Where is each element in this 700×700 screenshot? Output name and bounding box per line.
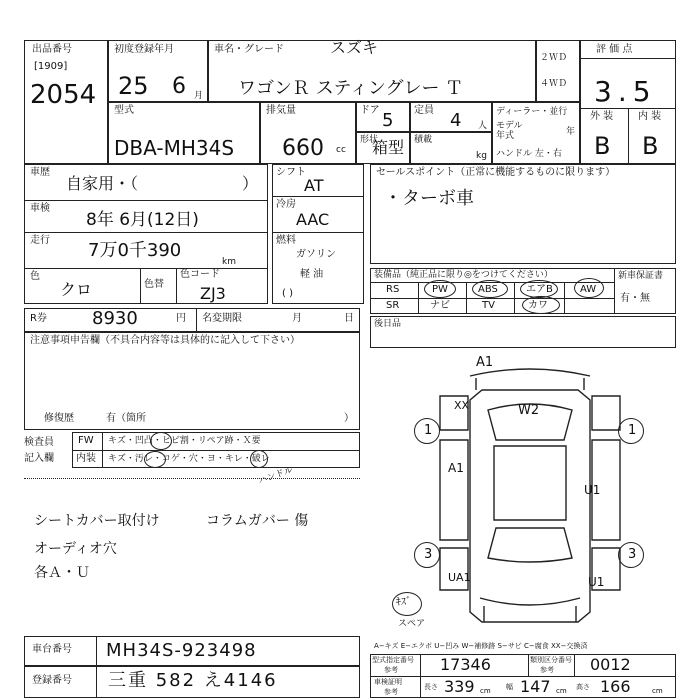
ac-label: 冷房 — [276, 199, 296, 210]
equip-rs: RS — [386, 284, 400, 295]
exterior-label: 外 装 — [590, 111, 614, 122]
chassis-label: 車台番号 — [32, 644, 72, 655]
equip-aw: AW — [580, 284, 597, 295]
mark-spare-note: ｷｽﾞ — [396, 597, 411, 608]
chassis-value: MH34S-923498 — [106, 640, 257, 661]
mark-wheel-fl: 1 — [424, 423, 433, 438]
warranty-value: 有・無 — [620, 293, 650, 304]
first-reg-month: 6 — [172, 74, 186, 99]
interior-grade: B — [642, 132, 659, 160]
mark-xx: XX — [454, 399, 470, 412]
mileage-unit: km — [222, 257, 236, 267]
registration-label: 登録番号 — [32, 675, 72, 686]
interior-items: キズ・汚レ・コゲ・穴・ヨ・キレ・破レ — [108, 454, 270, 464]
car-name-label: 車名・グレード — [214, 44, 284, 55]
color-code-value: ZJ3 — [200, 284, 226, 303]
fuel-value-1: ガソリン — [296, 249, 336, 260]
name-change-day: 日 — [344, 313, 354, 324]
displacement-label: 排気量 — [266, 105, 296, 116]
mileage-value: 7万0千390 — [88, 240, 182, 261]
mark-wheel-fr: 1 — [628, 423, 637, 438]
color-value: クロ — [60, 280, 93, 299]
handle-note: ハンドル — [257, 465, 295, 487]
interior-row-label: 内装 — [76, 453, 96, 464]
comment-3: オーディオ穴 — [34, 541, 117, 557]
equip-leather: カワ — [528, 300, 548, 311]
fuel-paren: ( ) — [282, 288, 293, 299]
inspection-label: 車検 — [30, 203, 50, 214]
exterior-grade: B — [594, 132, 611, 160]
repair-value: 有（箇所 — [106, 413, 146, 424]
capacity-label: 定員 — [414, 105, 434, 116]
width-label: 幅 — [506, 683, 513, 691]
registration-value: 三重 582 え4146 — [108, 670, 278, 691]
inspector-label-1: 検査員 — [24, 437, 54, 448]
category-label: 類別区分番号 — [530, 656, 572, 664]
mark-right-u1: U1 — [584, 483, 601, 497]
equip-tv: TV — [482, 300, 495, 311]
model-name: ワゴンＲ スティングレー Ｔ — [238, 78, 464, 99]
mark-top-a1: A1 — [476, 355, 494, 370]
name-change-label: 名変期限 — [202, 313, 242, 324]
capacity-unit: 人 — [478, 121, 488, 131]
recycle-unit: 円 — [176, 313, 186, 324]
damage-legend: A−キズ E−エクボ U−凹み W−補修跡 S−サビ C−腐食 XX−交換済 — [374, 642, 588, 650]
fuel-label: 燃料 — [276, 235, 296, 246]
shift-value: AT — [304, 176, 324, 195]
dims-sub: 参考 — [384, 688, 398, 696]
back-order-label: 後日品 — [374, 319, 402, 329]
comment-2: コラムガバー 傷 — [206, 513, 309, 529]
shape-label: 形状 — [360, 135, 379, 145]
dealer-label: ディーラー・並行 — [496, 107, 568, 117]
door-value: 5 — [382, 110, 394, 131]
height-label: 高さ — [576, 683, 590, 691]
repair-label: 修復歴 — [44, 413, 74, 424]
equip-abs: ABS — [478, 284, 498, 295]
mark-right-u1-lower: U1 — [588, 575, 605, 589]
displacement-value: 660 — [282, 136, 324, 161]
equip-navi: ナビ — [430, 300, 450, 311]
recycle-label: R券 — [30, 313, 47, 324]
category-sub: 参考 — [540, 666, 554, 674]
history-label: 車歴 — [30, 167, 50, 178]
shape-value: 箱型 — [372, 138, 405, 157]
inspection-value: 8年 6月(12日) — [86, 210, 199, 230]
model-year-unit: 年 — [566, 127, 576, 137]
first-reg-year: 25 — [118, 72, 149, 100]
designation-value: 17346 — [440, 655, 491, 674]
fw-items: キズ・凹凸・ヒビ割・リペア跡・Ｘ要 — [108, 436, 261, 446]
sales-point-label: セールスポイント（正常に機能するものに限ります） — [376, 167, 616, 178]
notes-label: 注意事項申告欄（不具合内容等は具体的に記入して下さい） — [30, 335, 300, 346]
recycle-value: 8930 — [92, 308, 138, 329]
capacity-value: 4 — [450, 110, 462, 131]
fuel-value-2: 軽 油 — [300, 269, 324, 280]
width-value: 147 — [520, 677, 551, 696]
inspector-label-2: 記入欄 — [24, 453, 54, 464]
lot-label: 出品番号 — [32, 44, 72, 55]
name-change-month: 月 — [292, 313, 302, 324]
sales-point-value: ・ターボ車 — [384, 188, 474, 209]
lot-number: 2054 — [30, 80, 97, 110]
designation-label: 型式指定番号 — [372, 656, 414, 664]
type-value: DBA-MH34S — [114, 136, 235, 160]
door-label: ドア — [360, 105, 380, 116]
handle-label: ハンドル 左・右 — [496, 149, 562, 159]
load-label: 積載 — [414, 135, 433, 145]
drive-2wd: ２ＷＤ — [540, 53, 568, 63]
comment-1: シートカバー取付け — [34, 513, 160, 529]
repair-close: ） — [344, 413, 354, 424]
height-unit: cm — [652, 687, 663, 695]
mileage-label: 走行 — [30, 235, 50, 246]
mark-w2: W2 — [518, 403, 540, 418]
spare-label: スペア — [398, 619, 426, 629]
equip-pw: PW — [432, 284, 448, 295]
type-label: 型式 — [114, 105, 134, 116]
history-paren-close: ） — [242, 174, 259, 193]
color-label: 色 — [30, 271, 40, 282]
drive-4wd: ４ＷＤ — [540, 79, 568, 89]
category-value: 0012 — [590, 655, 631, 674]
length-unit: cm — [480, 687, 491, 695]
equip-airbag: エアB — [526, 284, 553, 295]
mark-left-a1: A1 — [448, 461, 464, 475]
mark-wheel-rr: 3 — [628, 547, 637, 562]
model-year-label: モデル 年式 — [496, 121, 523, 141]
score-label: 評 価 点 — [596, 44, 633, 55]
width-unit: cm — [556, 687, 567, 695]
warranty-label: 新車保証書 — [618, 271, 664, 281]
lot-sub: [1909] — [34, 61, 68, 72]
color-code-label: 色コード — [180, 269, 220, 280]
length-label: 長さ — [424, 683, 438, 691]
height-value: 166 — [600, 677, 631, 696]
first-reg-label: 初度登録年月 — [114, 44, 174, 55]
equipment-label: 装備品（純正品に限り◎をつけてください） — [374, 270, 553, 280]
maker: スズキ — [330, 38, 379, 57]
shift-label: シフト — [276, 167, 306, 178]
first-reg-month-unit: 月 — [194, 91, 204, 101]
interior-label: 内 装 — [638, 111, 662, 122]
mark-wheel-rl: 3 — [424, 547, 433, 562]
score-value: 3.5 — [594, 75, 657, 108]
dims-label: 車検証明 — [374, 678, 402, 686]
equip-sr: SR — [386, 300, 400, 311]
fw-label: FW — [78, 435, 94, 446]
length-value: 339 — [444, 677, 475, 696]
comment-4: 各Ａ・Ｕ — [34, 565, 90, 581]
designation-sub: 参考 — [384, 666, 398, 674]
displacement-unit: cc — [336, 145, 346, 155]
mark-left-ua1: UA1 — [448, 571, 471, 584]
load-unit: kg — [476, 151, 487, 161]
color-change-label: 色替 — [144, 279, 164, 290]
history-value: 自家用・（ — [66, 174, 139, 193]
ac-value: AAC — [296, 210, 330, 229]
